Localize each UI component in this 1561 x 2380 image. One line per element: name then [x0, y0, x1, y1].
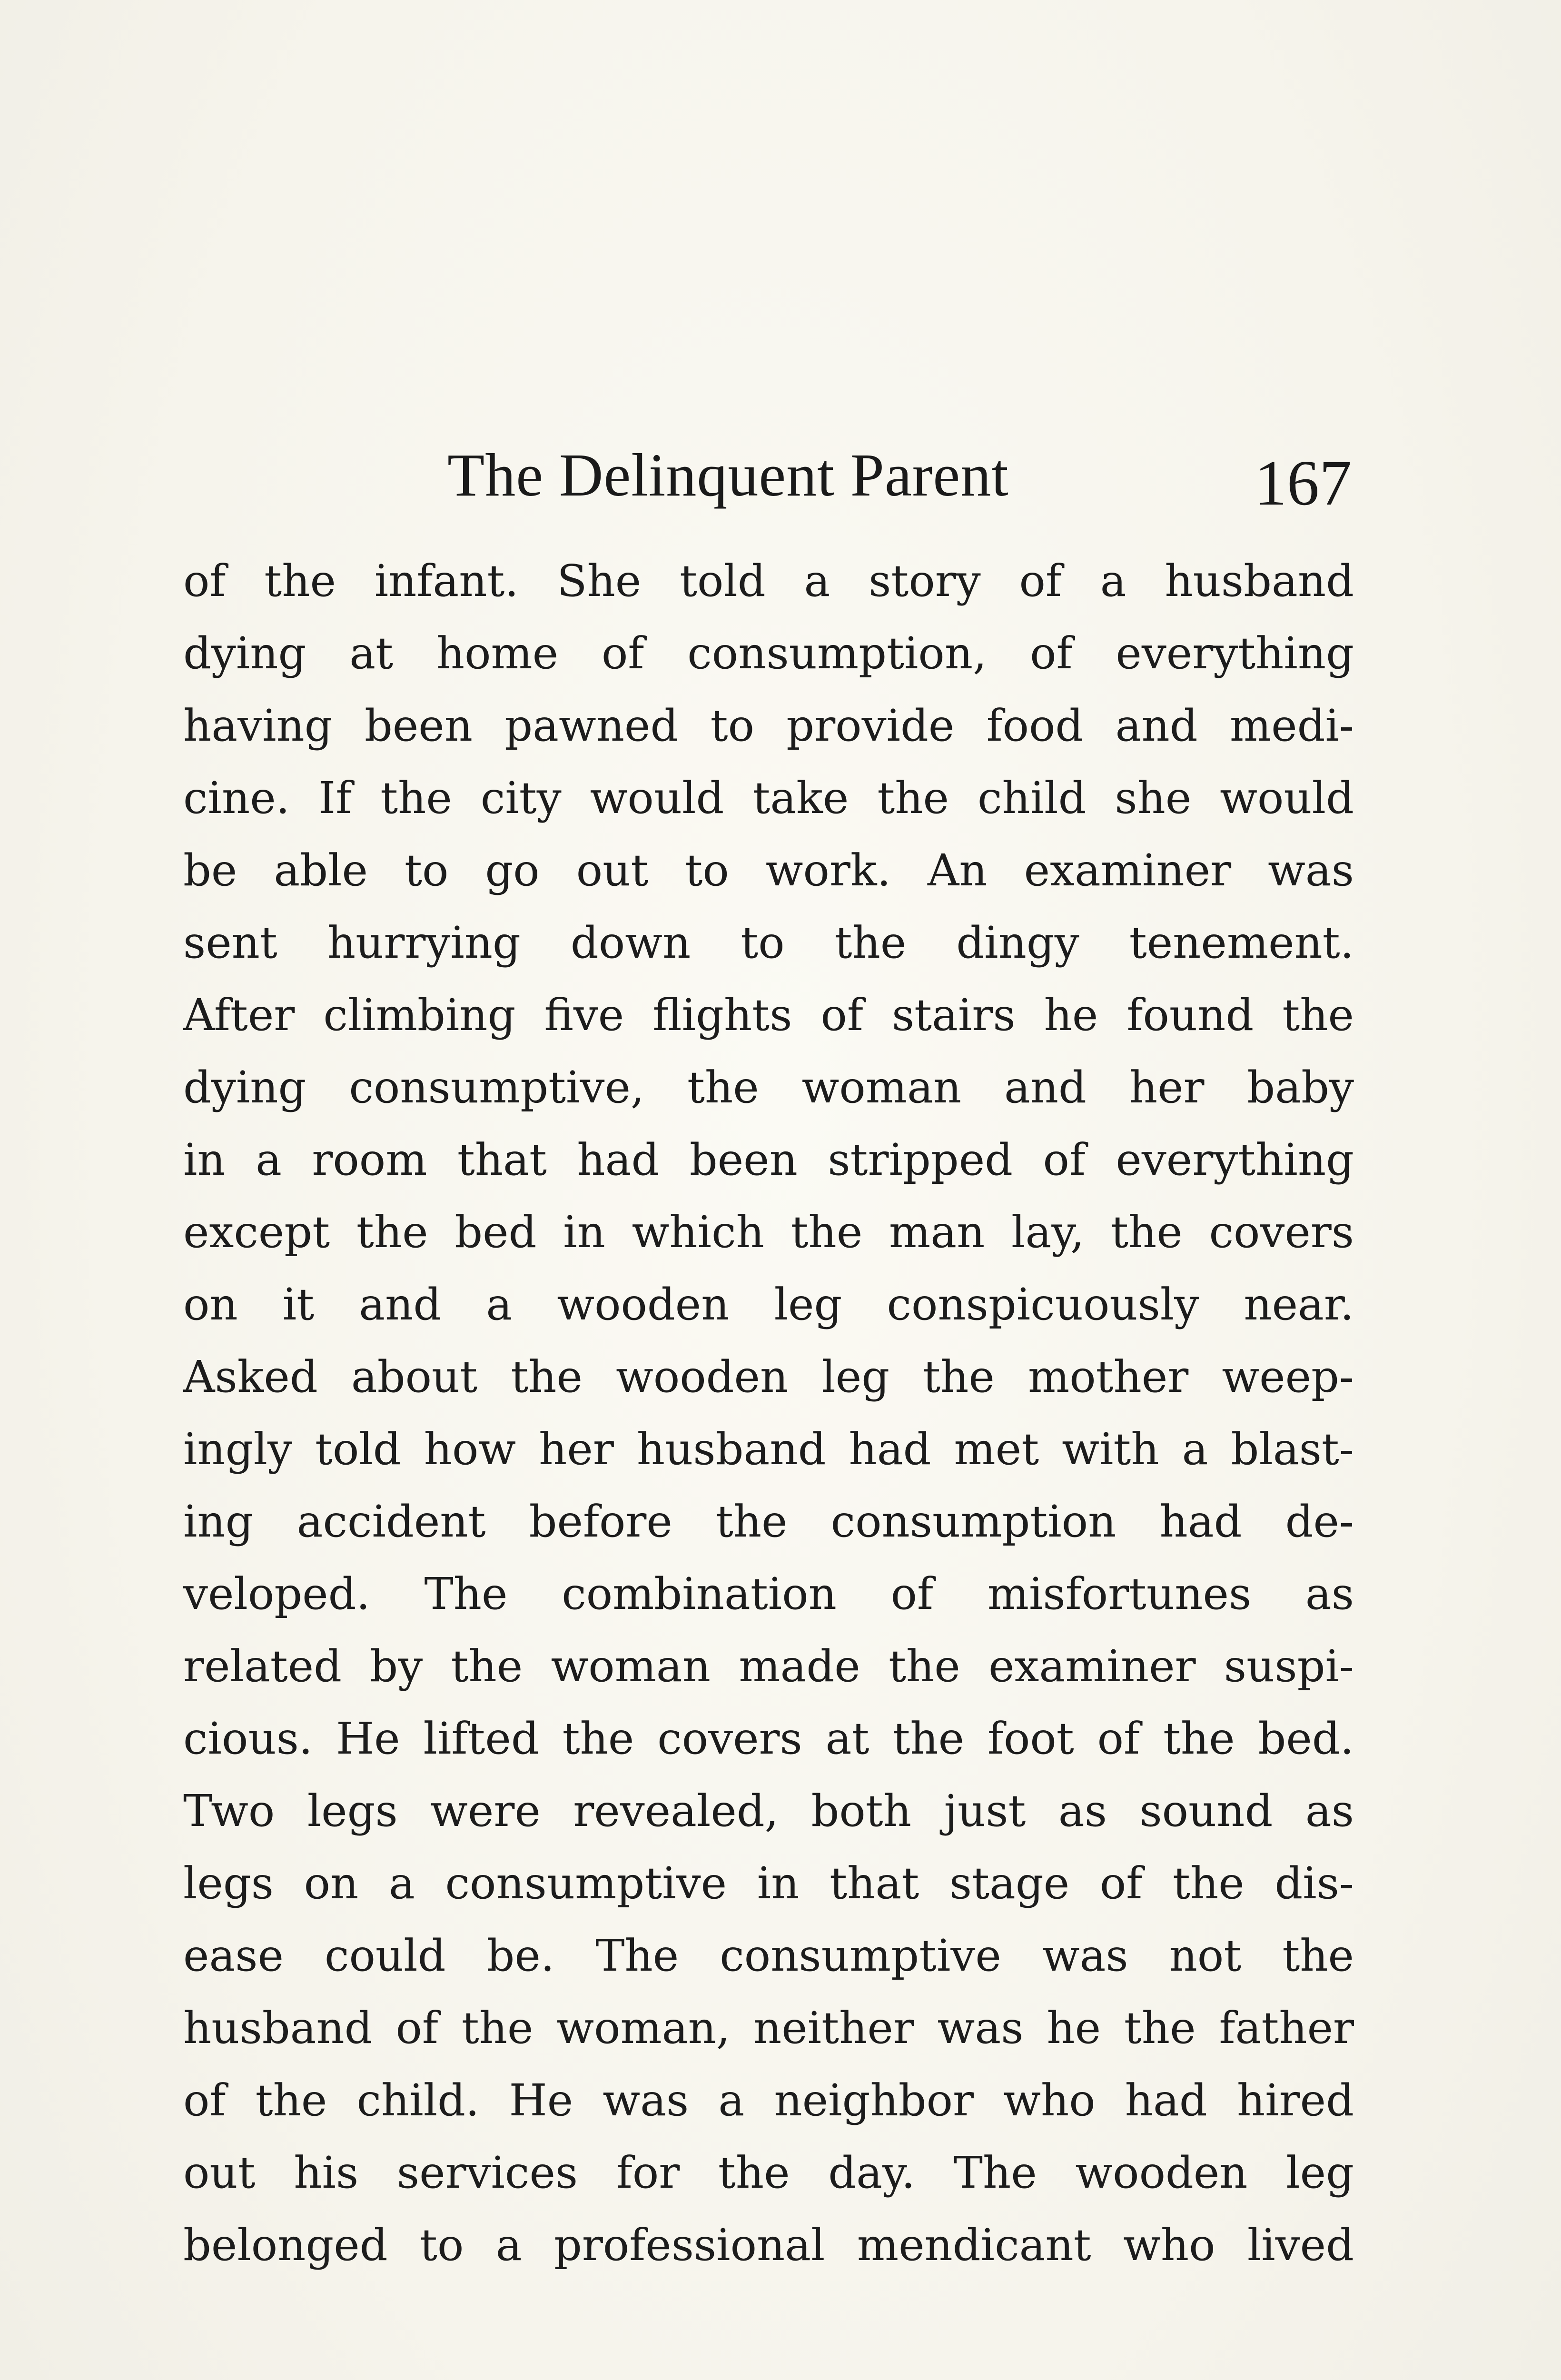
text-line: of the infant. She told a story of a husband — [183, 555, 1354, 606]
text-line: ease could be. The consumptive was not the — [183, 1930, 1354, 1981]
text-line: belonged to a professional mendicant who lived — [183, 2220, 1354, 2271]
text-line: in a room that had been stripped of everything — [183, 1134, 1354, 1185]
text-line: veloped. The combination of misfortunes as — [183, 1568, 1354, 1619]
text-line: Two legs were revealed, both just as sound as — [183, 1785, 1354, 1836]
text-line: legs on a consumptive in that stage of the dis- — [183, 1858, 1354, 1909]
text-line: related by the woman made the examiner suspi- — [183, 1641, 1354, 1692]
text-line: ingly told how her husband had met with a blast- — [183, 1424, 1354, 1475]
text-line: be able to go out to work. An examiner was — [183, 845, 1354, 896]
text-line: of the child. He was a neighbor who had hired — [183, 2075, 1354, 2126]
text-line: ing accident before the consumption had de- — [183, 1496, 1354, 1547]
text-line: Asked about the wooden leg the mother weep- — [183, 1351, 1354, 1402]
text-line: dying consumptive, the woman and her baby — [183, 1062, 1354, 1113]
body-text — [183, 545, 1354, 2281]
text-line: sent hurrying down to the dingy tenement. — [183, 917, 1354, 968]
text-line: cious. He lifted the covers at the foot of the bed. — [183, 1713, 1354, 1764]
text-line: having been pawned to provide food and medi- — [183, 700, 1354, 751]
text-line: After climbing five flights of stairs he found the — [183, 990, 1354, 1041]
text-line: husband of the woman, neither was he the father — [183, 2003, 1354, 2053]
text-line: except the bed in which the man lay, the covers — [183, 1207, 1354, 1258]
text-line: dying at home of consumption, of everything — [183, 628, 1354, 679]
text-line: on it and a wooden leg conspicuously near. — [183, 1279, 1354, 1330]
text-line: cine. If the city would take the child she would — [183, 773, 1354, 823]
page-number: 167 — [1255, 447, 1352, 519]
running-head — [447, 440, 1352, 519]
running-title: The Delinquent Parent — [447, 441, 1009, 509]
text-line: out his services for the day. The wooden leg — [183, 2147, 1354, 2198]
